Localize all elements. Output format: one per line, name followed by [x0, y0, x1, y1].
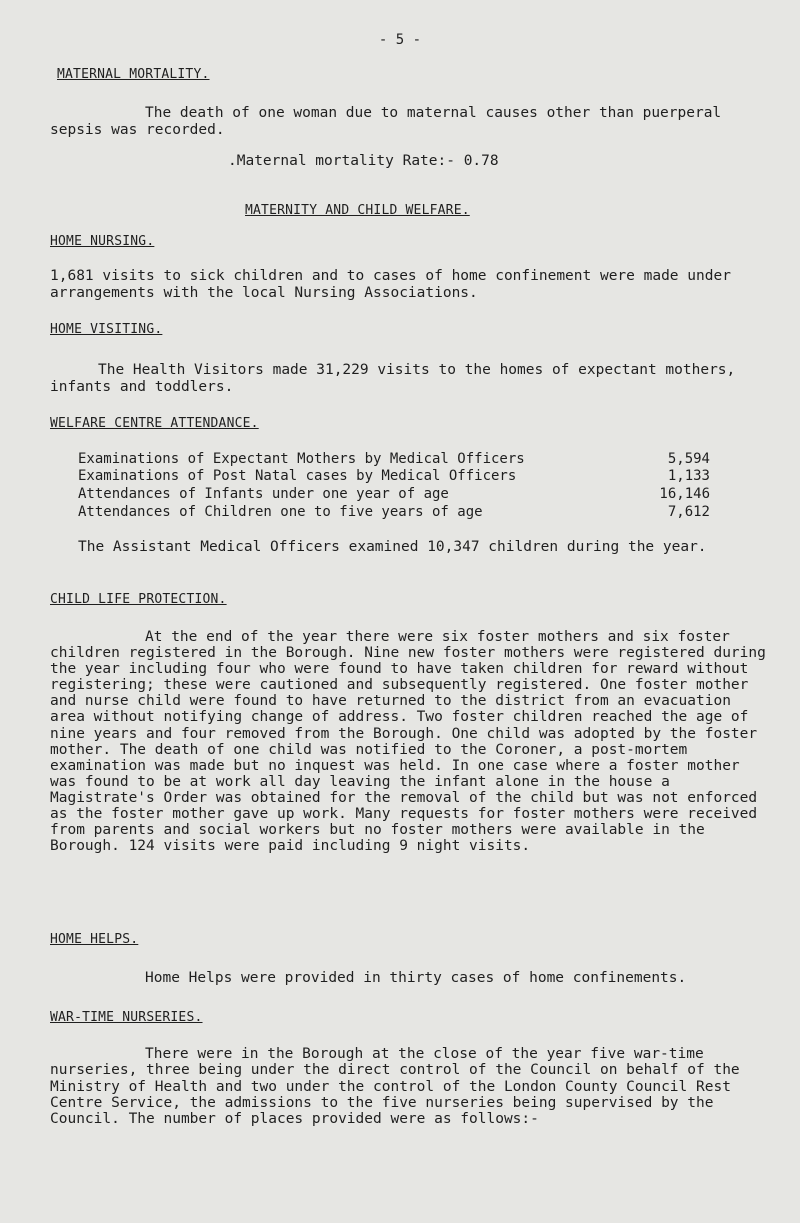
maternal-mortality-text: The death of one woman due to maternal causes other than puerperal sepsis was recorded.	[50, 105, 722, 138]
child-life-protection-heading: CHILD LIFE PROTECTION.	[50, 592, 227, 607]
welfare-row-label: Examinations of Expectant Mothers by Medical Officers	[78, 451, 525, 467]
page-number: - 5 -	[378, 32, 422, 48]
home-helps-heading: HOME HELPS.	[50, 932, 139, 947]
home-nursing-text: 1,681 visits to sick children and to cases of home confinement were made under arrangements with the local Nursing Associations.	[50, 268, 731, 301]
home-visiting-text: The Health Visitors made 31,229 visits to the homes of expectant mothers, infants and toddlers.	[50, 362, 736, 395]
welfare-row-value: 7,612	[667, 504, 710, 520]
welfare-centre-text: The Assistant Medical Officers examined 10,347 children during the year.	[78, 539, 707, 555]
war-time-nurseries-text: There were in the Borough at the close of the year five war-time nurseries, three being under the direct control of the Council on behalf of the Ministry of Health and two under the control of the London County Council Rest Centre Service, the admissions to the five nurseries being supervised by the Council. The number of places provided were as follows:-	[50, 1046, 740, 1128]
maternal-mortality-heading: MATERNAL MORTALITY.	[57, 67, 210, 82]
welfare-row-label: Attendances of Infants under one year of age	[78, 486, 449, 502]
home-helps-text: Home Helps were provided in thirty cases of home confinements.	[145, 970, 687, 986]
maternal-mortality-rate: .Maternal mortality Rate:- 0.78	[228, 153, 499, 169]
welfare-centre-heading: WELFARE CENTRE ATTENDANCE.	[50, 416, 259, 431]
welfare-row-label: Attendances of Children one to five years of age	[78, 504, 483, 520]
child-life-protection-text: At the end of the year there were six foster mothers and six foster children registered in the Borough. Nine new foster mothers were registered during the year including four who were found to have taken children for reward without registering; these were cautioned and subsequently registered. One foster mother and nurse child were found to have returned to the district from an evacuation area without notifying change of address. Two foster children reached the age of nine years and four removed from the Borough. One child was adopted by the foster mother. The death of one child was notified to the Coroner, a post-mortem examination was made but no inquest was held. In one case where a foster mother was found to be at work all day leaving the infant alone in the house a Magistrate's Order was obtained for the removal of the child but was not enforced as the foster mother gave up work. Many requests for foster mothers were received from parents and social workers but no foster mothers were available in the Borough. 124 visits were paid including 9 night visits.	[50, 629, 766, 855]
home-nursing-heading: HOME NURSING.	[50, 234, 155, 249]
welfare-row-value: 1,133	[667, 468, 710, 484]
war-time-nurseries-heading: WAR-TIME NURSERIES.	[50, 1010, 203, 1025]
welfare-row-value: 16,146	[659, 486, 710, 502]
welfare-row-value: 5,594	[667, 451, 710, 467]
welfare-row-label: Examinations of Post Natal cases by Medical Officers	[78, 468, 517, 484]
maternity-child-welfare-title: MATERNITY AND CHILD WELFARE.	[245, 203, 470, 218]
home-visiting-heading: HOME VISITING.	[50, 322, 163, 337]
